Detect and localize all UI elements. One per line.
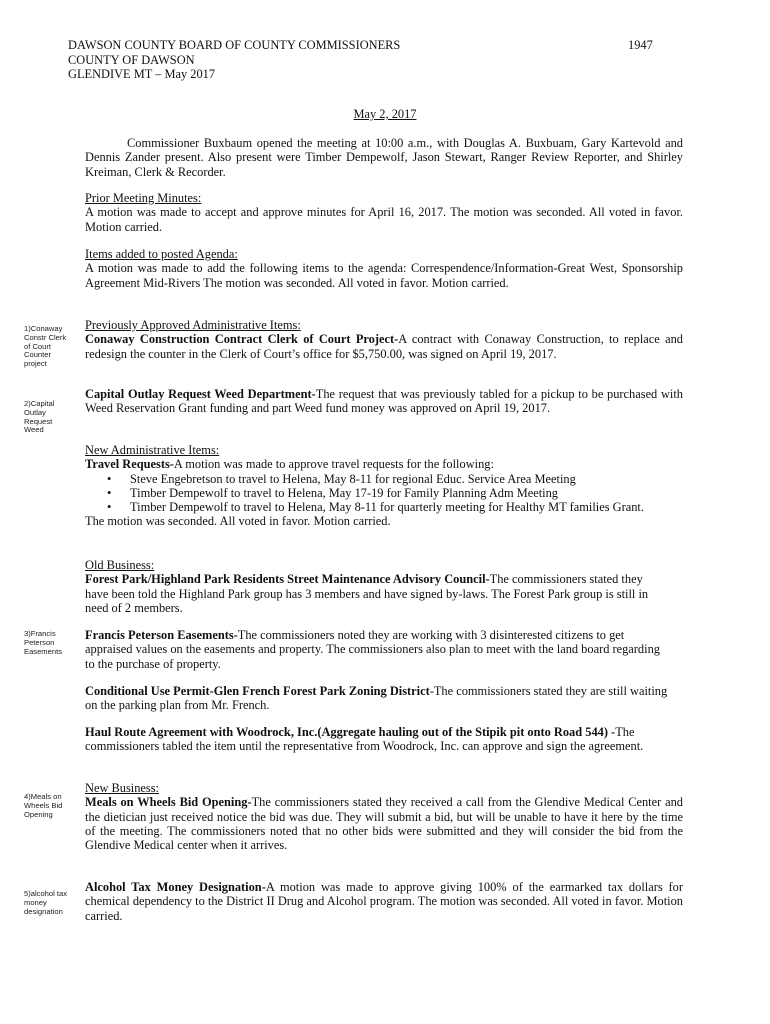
prior-minutes-section [85,191,683,234]
header-county: COUNTY OF DAWSON [68,52,195,67]
list-item: • Timber Dempewolf to travel to Helena, May 17-19 for Family Planning Adm Meeting [107,485,558,500]
meeting-date: May 2, 2017 [353,107,417,121]
new-business-heading: New Business: [85,781,159,795]
conaway-title: Conaway Construction Contract Clerk of Court Project- [85,332,399,347]
prev-admin-section [85,318,683,361]
travel-text: A motion was made to approve travel requests for the following: [173,457,494,472]
new-admin-heading: New Administrative Items: [85,443,220,457]
francis-peterson-item [85,628,670,671]
alcohol-tax-title: Alcohol Tax Money Designation- [85,880,266,894]
conaway-item [85,332,683,361]
intro-paragraph: Commissioner Buxbaum opened the meeting at 10:00 a.m., with Douglas A. Buxbuam, Gary Kartevold and Dennis Zander present. Also present were Timber Dempewolf, Jason Stewart, Ranger Review Reporter, and Shirley Kreiman, Clerk & Recorder. [85,136,683,179]
conditional-use-title: Conditional Use Permit-Glen French Forest Park Zoning District [85,684,430,698]
francis-peterson-title: Francis Peterson Easements- [85,628,238,642]
travel-title: Travel Requests- [85,457,174,472]
forest-park-title: Forest Park/Highland Park Residents Street Maintenance Advisory Council- [85,572,490,587]
haul-route-item [85,725,675,754]
page-number: 1947 [628,38,653,52]
margin-note: 3)Francis Peterson Easements [24,629,62,656]
old-business-section [85,558,650,615]
meals-text: The commissioners stated they received a call from the Glendive Medical Center and the dietician just received notice the bid was due. They will submit a bid, but will be unable to have it here by the time of the meeting. The commissioners noted that no other bids were submitted and they will consider the bid from the Glendive Medical center when it arrives. [85,795,683,853]
capital-outlay-item [85,387,683,416]
document-header [68,38,668,82]
items-added-text: A motion was made to add the following items to the agenda: Correspendence/Information-Great West, Sponsorship Agreement Mid-Rivers The motion was seconded. All voted in favor. Motion carried. [85,261,683,290]
haul-route-text: The commissioners tabled the item until the representative from Woodrock, Inc. can approve and sign the agreement. [85,725,644,754]
meals-title: Meals on Wheels Bid Opening- [85,795,252,810]
items-added-heading: Items added to posted Agenda: [85,247,238,261]
list-item: • Steve Engebretson to travel to Helena, May 8-11 for regional Educ. Service Area Meeting [107,471,576,486]
travel-closing: The motion was seconded. All voted in favor. Motion carried. [85,514,391,529]
forest-park-item [85,572,650,615]
conditional-use-text: -The commissioners stated they are still waiting on the parking plan from Mr. French. [85,684,668,713]
list-item: • Timber Dempewolf to travel to Helena, May 8-11 for quarterly meeting for Healthy MT families Grant. [107,500,644,515]
capital-outlay-title: Capital Outlay Request Weed Department- [85,387,316,401]
prior-minutes-heading: Prior Meeting Minutes: [85,191,202,205]
bullet-icon: • [107,485,112,500]
haul-route-title: Haul Route Agreement with Woodrock, Inc.(Aggregate hauling out of the Stipik pit onto Road 544) - [85,725,616,739]
new-admin-section [85,443,683,529]
bullet-icon: • [107,500,112,515]
forest-park-text: The commissioners stated they have been told the Highland Park group has 3 members and have signed by-laws. The Forest Park group is still in need of 2 members. [85,572,649,615]
meals-item [85,795,683,852]
old-business-heading: Old Business: [85,558,155,572]
margin-note: 1)Conaway Constr Clerk of Court Counter project [24,324,67,369]
conditional-use-item [85,684,675,713]
margin-note: 2)Capital Outlay Request Weed [24,399,55,435]
prev-admin-heading: Previously Approved Administrative Items: [85,318,301,332]
travel-item [85,457,683,471]
conaway-text: A contract with Conaway Construction, to replace and redesign the counter in the Clerk of Court’s office for $5,750.00, was signed on April 19, 2017. [85,332,683,361]
francis-peterson-text: The commissioners noted they are working with 3 disinterested citizens to get appraised values on the easements and property. The commissioners also plan to meet with the land board regarding to the purchase of property. [85,628,660,671]
capital-outlay-text: The request that was previously tabled for a pickup to be purchased with Weed Reservation Grant funding and part Weed fund money was approved on April 19, 2017. [85,387,683,416]
new-business-section [85,781,683,852]
margin-note: 4)Meals on Wheels Bid Opening [24,792,63,819]
bullet-icon: • [107,471,112,486]
travel-list [85,472,683,515]
items-added-section [85,247,683,290]
alcohol-tax-text: A motion was made to approve giving 100% of the earmarked tax dollars for chemical dependency to the District II Drug and Alcohol program. The motion was seconded. All voted in favor. Motion carried. [85,880,683,923]
prior-minutes-text: A motion was made to accept and approve minutes for April 16, 2017. The motion was seconded. All voted in favor. Motion carried. [85,205,683,234]
header-board-name: DAWSON COUNTY BOARD OF COUNTY COMMISSIONERS [68,38,401,52]
alcohol-tax-item [85,880,683,923]
margin-note: 5)alcohol tax money designation [24,889,68,916]
header-location-date: GLENDIVE MT – May 2017 [68,67,216,81]
